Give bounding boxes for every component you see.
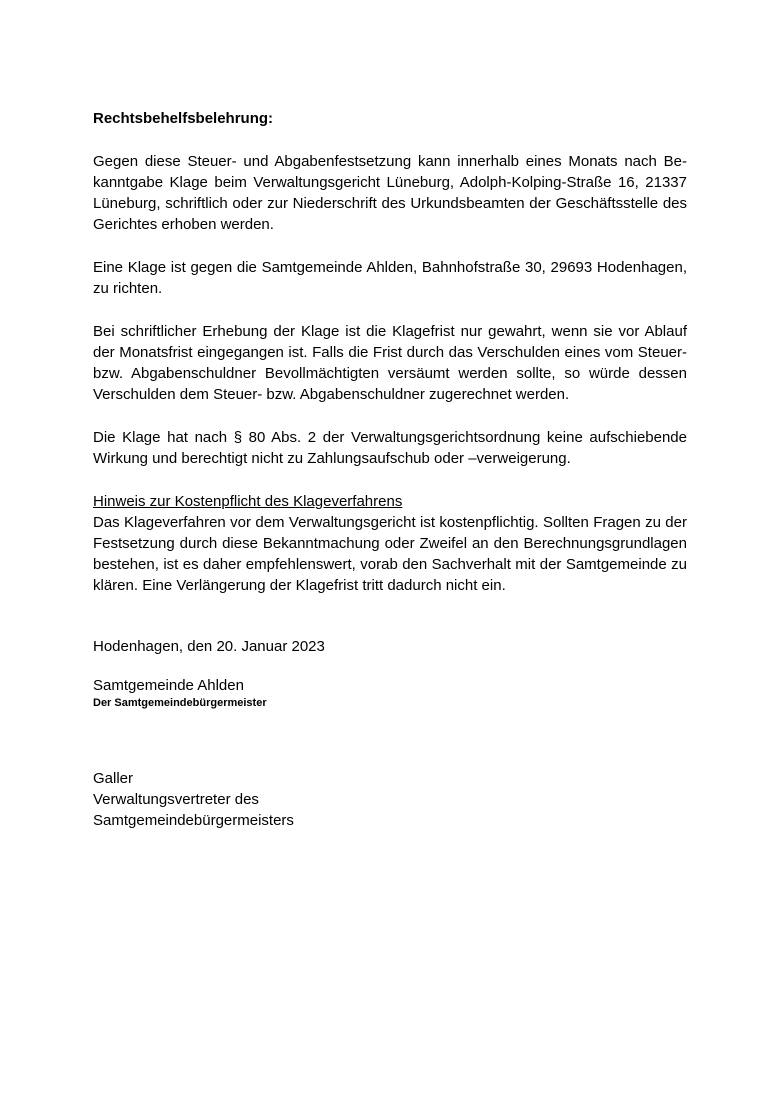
- document-page: [93, 108, 687, 831]
- notice-body: Das Klageverfahren vor dem Verwaltungsgericht ist kostenpflichtig. Sollten Fragen zu der Festsetzung durch diese Bekanntmachung oder Zweifel an den Berechnungsgrundlagen bestehen, ist es daher empfehlenswert, vorab den Sachverhalt mit der Samtgemeinde zu klären. Eine Verlängerung der Klagefrist tritt dadurch nicht ein.: [93, 514, 687, 594]
- paragraph-defendant: Eine Klage ist gegen die Samtgemeinde Ahlden, Bahnhofstraße 30, 29693 Hodenhagen, zu richten.: [93, 259, 687, 297]
- paragraph-written-filing: Bei schriftlicher Erhebung der Klage ist die Klagefrist nur gewahrt, wenn sie vor Ablauf der Monatsfrist eingegangen ist. Falls die Frist durch das Verschulden eines vom Steuer- bzw. Abgabenschuldner Bevollmächtigten versäumt werden sollte, so würde dessen Verschulden dem Steuer- bzw. Abgabenschuldner zugerechnet werden.: [93, 323, 687, 403]
- organization-subtitle: Der Samtgemeindebürgermeister: [93, 697, 267, 709]
- date-line: Hodenhagen, den 20. Januar 2023: [93, 638, 325, 655]
- signer-name: Galler: [93, 770, 134, 787]
- signer-role-line-2: Samtgemeindebürgermeisters: [93, 812, 294, 829]
- signer-role-line-1: Verwaltungsvertreter des: [93, 791, 259, 808]
- paragraph-filing-deadline: Gegen diese Steuer- und Abgabenfestsetzung kann innerhalb eines Monats nach Bekanntgabe Klage beim Verwaltungsgericht Lüneburg, Adolph-Kolping-Straße 16, 21337 Lüneburg, schriftlich oder zur Niederschrift des Urkundsbeamten der Geschäftsstelle des Gerichtes erhoben werden.: [93, 153, 687, 233]
- document-heading: Rechtsbehelfsbelehrung:: [93, 110, 274, 127]
- notice-title: Hinweis zur Kostenpflicht des Klageverfahrens: [93, 493, 403, 510]
- organization-name: Samtgemeinde Ahlden: [93, 677, 244, 694]
- paragraph-no-suspensive-effect: Die Klage hat nach § 80 Abs. 2 der Verwaltungsgerichtsordnung keine aufschiebende Wirkung und berechtigt nicht zu Zahlungsaufschub oder –verweigerung.: [93, 429, 687, 467]
